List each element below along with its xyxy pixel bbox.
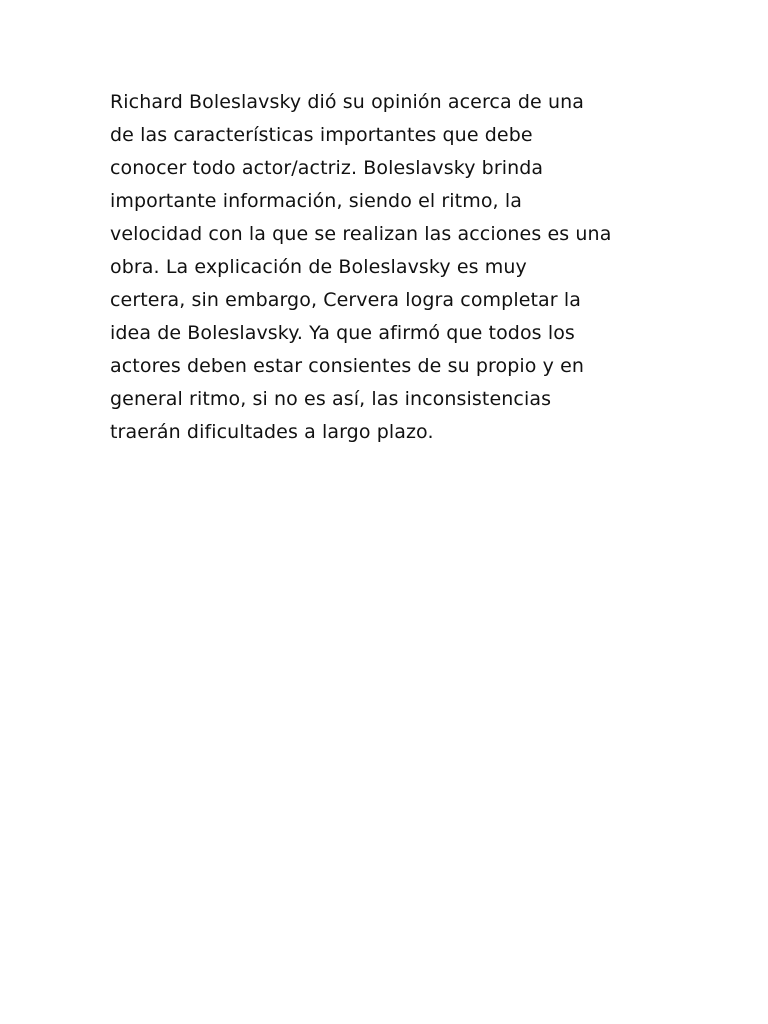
paragraph-line: traerán dificultades a largo plazo. xyxy=(110,421,434,443)
paragraph-line: de las características importantes que debe xyxy=(110,124,533,146)
paragraph-line: conocer todo actor/actriz. Boleslavsky brinda xyxy=(110,157,544,179)
paragraph-line: general ritmo, si no es así, las inconsistencias xyxy=(110,388,552,410)
body-paragraph xyxy=(110,86,690,449)
paragraph-line: actores deben estar consientes de su propio y en xyxy=(110,355,585,377)
paragraph-line: Richard Boleslavsky dió su opinión acerca de una xyxy=(110,91,584,113)
paragraph-line: certera, sin embargo, Cervera logra completar la xyxy=(110,289,581,311)
paragraph-line: idea de Boleslavsky. Ya que afirmó que todos los xyxy=(110,322,575,344)
paragraph-line: importante información, siendo el ritmo, la xyxy=(110,190,522,212)
paragraph-line: obra. La explicación de Boleslavsky es muy xyxy=(110,256,527,278)
paragraph-line: velocidad con la que se realizan las acciones es una xyxy=(110,223,612,245)
